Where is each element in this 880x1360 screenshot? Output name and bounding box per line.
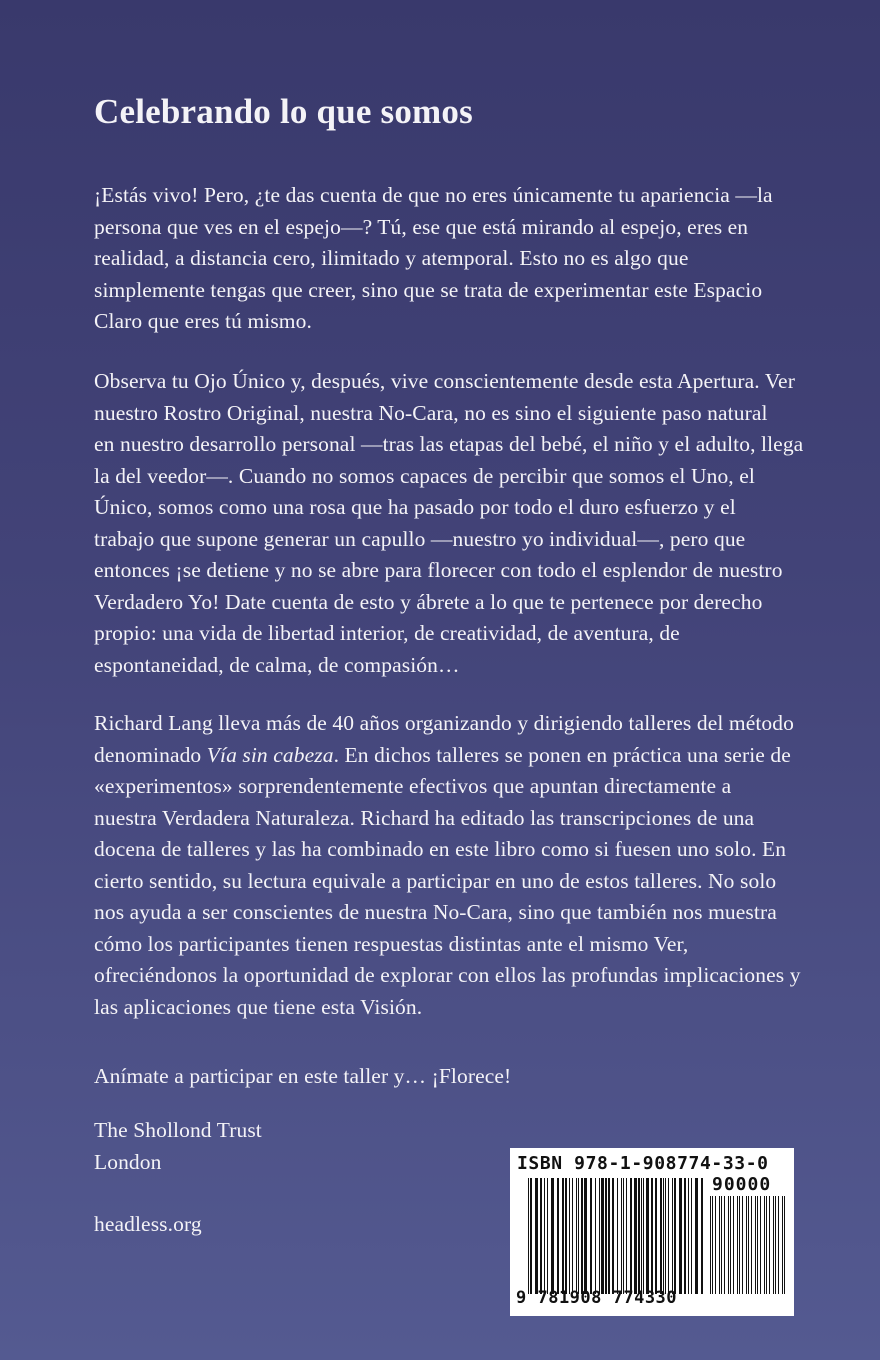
barcode-bar xyxy=(784,1196,785,1294)
text-line: denominado Vía sin cabeza. En dichos talleres se ponen en práctica una serie de xyxy=(94,742,791,767)
paragraph-intro xyxy=(94,180,814,338)
text-line: las aplicaciones que tiene esta Visión. xyxy=(94,994,423,1019)
barcode-bar xyxy=(695,1178,698,1294)
barcode-bar xyxy=(728,1196,729,1294)
text-line: nuestro Rostro Original, nuestra No-Cara, no es sino el siguiente paso natural xyxy=(94,400,768,425)
text-line: nuestra Verdadera Naturaleza. Richard ha editado las transcripciones de una xyxy=(94,805,755,830)
barcode-bar xyxy=(668,1178,669,1294)
barcode-bar xyxy=(773,1196,774,1294)
barcode-bar xyxy=(672,1178,673,1294)
barcode-bar xyxy=(569,1178,570,1294)
paragraph-closing xyxy=(94,1061,814,1093)
barcode-bar xyxy=(576,1178,577,1294)
text-line: cierto sentido, su lectura equivale a participar en uno de estos talleres. No solo xyxy=(94,868,777,893)
barcode-bar xyxy=(581,1178,583,1294)
barcode-bar xyxy=(595,1178,596,1294)
text-line: cómo los participantes tienen respuestas distintas ante el mismo Ver, xyxy=(94,931,689,956)
barcode-bar xyxy=(646,1178,649,1294)
barcode-bar xyxy=(528,1178,529,1294)
barcode-bar xyxy=(562,1178,564,1294)
barcode-bar xyxy=(748,1196,749,1294)
barcode-bar xyxy=(674,1178,676,1294)
barcode-bar xyxy=(617,1178,618,1294)
barcode-bar xyxy=(557,1178,559,1294)
publisher-city: London xyxy=(94,1149,162,1174)
barcode-bar xyxy=(601,1178,604,1294)
text-line: simplemente tengas que creer, sino que se trata de experimentar este Espacio xyxy=(94,277,763,302)
text-line: persona que ves en el espejo—? Tú, ese que está mirando al espejo, eres en xyxy=(94,214,749,239)
barcode-bar xyxy=(701,1178,703,1294)
barcode-bar xyxy=(739,1196,740,1294)
barcode-bar xyxy=(660,1178,662,1294)
barcode-bar xyxy=(665,1178,666,1294)
barcode-bar xyxy=(621,1178,622,1294)
barcode-bar xyxy=(630,1178,632,1294)
barcode-bar xyxy=(584,1178,587,1294)
barcode-bar xyxy=(742,1196,743,1294)
barcode-bar xyxy=(605,1178,607,1294)
barcode-bar xyxy=(769,1196,770,1294)
addon-barcode-bars xyxy=(710,1196,788,1294)
isbn-barcode xyxy=(510,1148,794,1316)
barcode-bar xyxy=(634,1178,637,1294)
text-line: Anímate a participar en este taller y… ¡Florece! xyxy=(94,1064,512,1088)
text-line: Observa tu Ojo Único y, después, vive conscientemente desde esta Apertura. Ver xyxy=(94,369,795,393)
publisher-name: The Shollond Trust xyxy=(94,1118,262,1142)
barcode-bar xyxy=(710,1196,711,1294)
barcode-bar xyxy=(565,1178,567,1294)
barcode-bar xyxy=(590,1178,592,1294)
barcode-bar xyxy=(775,1196,776,1294)
barcode-bar xyxy=(599,1178,600,1294)
text-line: ofreciéndonos la oportunidad de explorar con ellos las profundas implicaciones y xyxy=(94,963,801,987)
barcode-bar xyxy=(655,1178,657,1294)
barcode-bar xyxy=(641,1178,642,1294)
isbn-label: ISBN 978-1-908774-33-0 xyxy=(517,1153,769,1174)
barcode-bar xyxy=(766,1196,767,1294)
barcode-bar xyxy=(572,1178,573,1294)
website-link[interactable]: headless.org xyxy=(94,1212,202,1236)
ean-number: 9 781908 774330 xyxy=(516,1288,678,1308)
barcode-bar xyxy=(764,1196,765,1294)
barcode-bar xyxy=(751,1196,752,1294)
barcode-bar xyxy=(782,1196,783,1294)
text-line: en nuestro desarrollo personal —tras las etapas del bebé, el niño y el adulto, llega xyxy=(94,432,804,456)
text-line: entonces ¡se detiene y no se abre para florecer con todo el esplendor de nuestro xyxy=(94,558,783,582)
barcode-bar xyxy=(643,1178,644,1294)
barcode-bar xyxy=(688,1178,689,1294)
barcode-bar xyxy=(778,1196,779,1294)
barcode-bar xyxy=(540,1178,542,1294)
text-line: ¡Estás vivo! Pero, ¿te das cuenta de que no eres únicamente tu apariencia —la xyxy=(94,183,773,207)
barcode-bar xyxy=(691,1178,692,1294)
method-name-italic: Vía sin cabeza xyxy=(206,742,334,767)
barcode-bar xyxy=(730,1196,731,1294)
text-line: espontaneidad, de calma, de compasión… xyxy=(94,652,460,677)
text-line: Claro que eres tú mismo. xyxy=(94,309,312,333)
barcode-bar xyxy=(679,1178,682,1294)
text-line: la del veedor—. Cuando no somos capaces de percibir que somos el Uno, el xyxy=(94,463,755,488)
text-line: nos ayuda a ser conscientes de nuestra No-Cara, sino que también nos muestra xyxy=(94,900,777,924)
text-line: trabajo que supone generar un capullo —nuestro yo individual—, pero que xyxy=(94,526,746,551)
barcode-bar xyxy=(760,1196,761,1294)
text-line: «experimentos» sorprendentemente efectivos que apuntan directamente a xyxy=(94,774,732,798)
text-line: Único, somos como una rosa que ha pasado por todo el duro esfuerzo y el xyxy=(94,495,736,519)
text-line: realidad, a distancia cero, ilimitado y atemporal. Esto no es algo que xyxy=(94,246,689,270)
paragraph-author xyxy=(94,708,814,1023)
barcode-bar xyxy=(737,1196,738,1294)
barcode-bar xyxy=(684,1178,686,1294)
barcode-bar xyxy=(724,1196,725,1294)
paragraph-original-face xyxy=(94,366,814,681)
cover-title: Celebrando lo que somos xyxy=(94,92,473,131)
barcode-bar xyxy=(651,1178,653,1294)
barcode-bar xyxy=(608,1178,610,1294)
barcode-bar xyxy=(612,1178,614,1294)
text-line: propio: una vida de libertad interior, de creatividad, de aventura, de xyxy=(94,621,680,645)
barcode-bar xyxy=(757,1196,758,1294)
barcode-bar xyxy=(530,1178,532,1294)
barcode-bar xyxy=(712,1196,713,1294)
barcode-bar xyxy=(623,1178,624,1294)
ean-barcode-bars xyxy=(528,1178,704,1294)
barcode-bar xyxy=(746,1196,747,1294)
barcode-bar xyxy=(721,1196,722,1294)
barcode-bar xyxy=(551,1178,554,1294)
barcode-bar xyxy=(547,1178,548,1294)
barcode-bar xyxy=(626,1178,627,1294)
barcode-bar xyxy=(535,1178,538,1294)
barcode-bar xyxy=(719,1196,720,1294)
barcode-bar xyxy=(733,1196,734,1294)
text-line: Verdadero Yo! Date cuenta de esto y ábrete a lo que te pertenece por derecho xyxy=(94,589,763,614)
barcode-bar xyxy=(715,1196,716,1294)
price-addon-number: 90000 xyxy=(712,1174,772,1195)
barcode-bar xyxy=(578,1178,579,1294)
text-line: Richard Lang lleva más de 40 años organizando y dirigiendo talleres del método xyxy=(94,711,794,735)
barcode-bar xyxy=(638,1178,640,1294)
barcode-bar xyxy=(663,1178,664,1294)
barcode-bar xyxy=(544,1178,545,1294)
barcode-bar xyxy=(755,1196,756,1294)
text-line: docena de talleres y las ha combinado en este libro como si fuesen uno solo. En xyxy=(94,837,787,861)
